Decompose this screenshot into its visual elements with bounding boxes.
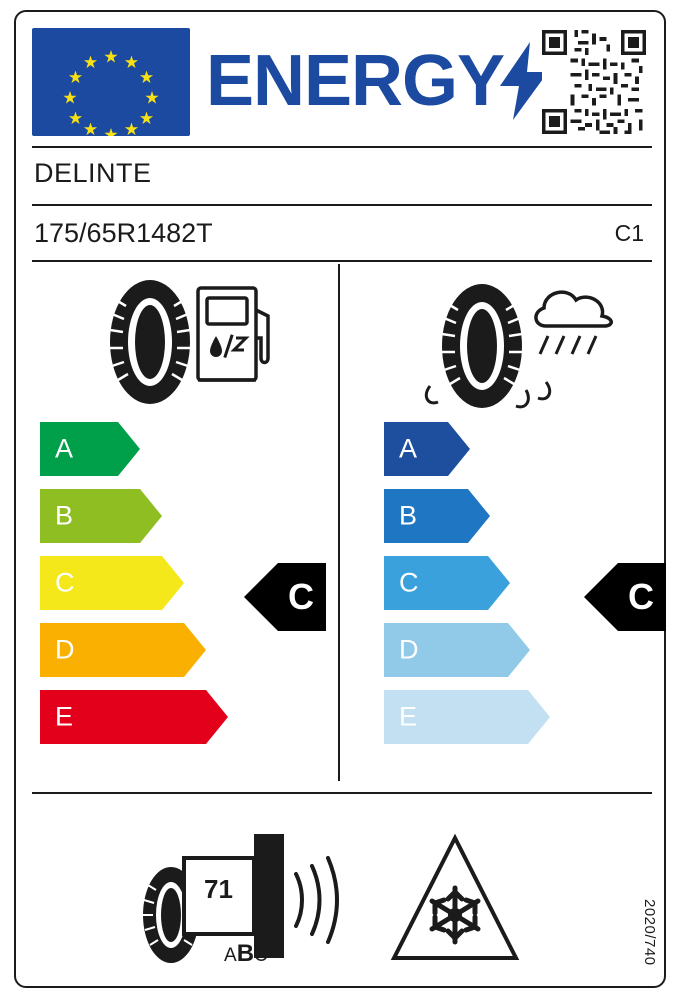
wet-rating-marker [584,563,666,631]
noise-unit: dB [254,877,281,902]
fuel-grade-letter-d: D [55,634,75,665]
noise-class-c: C [254,945,268,966]
label-date: 2020/740 [641,899,658,966]
lightning-bolt-icon [500,42,548,120]
page-title: ENERGY [206,41,505,121]
snowflake-icon [432,888,478,942]
fuel-pump-icon [198,288,268,380]
wet-grip-pictogram [420,274,620,420]
eu-flag-icon [32,28,190,136]
brand-name: DELINTE [34,158,152,188]
rain-cloud-icon [536,292,611,354]
wet-grade-letter-b: B [399,500,418,531]
eu-stars [32,28,190,136]
energy-label-card [14,10,666,988]
noise-value: 71 [204,874,233,904]
fuel-rating-marker [244,563,326,631]
bottom-section [16,802,664,988]
noise-class-a: A [224,945,237,966]
wet-rating-letter: C [628,576,654,617]
wet-grade-bar-a [384,422,470,476]
divider-above-bottom [32,792,652,794]
tyre-size: 175/65R1482T [34,218,213,248]
wet-grade-letter-e: E [399,701,418,732]
fuel-grade-letter-b: B [55,500,74,531]
wet-grade-letter-c: C [399,567,419,598]
tyre-icon [442,284,522,408]
divider-under-brand [32,204,652,206]
tyre-class: C1 [614,220,644,246]
fuel-grade-letter-e: E [55,701,74,732]
fuel-efficiency-pictogram [98,274,278,410]
noise-group [136,830,356,970]
wet-grade-letter-d: D [399,634,419,665]
sound-waves-icon [296,858,337,942]
fuel-grade-letter-a: A [55,433,74,464]
fuel-grade-letter-c: C [55,567,75,598]
fuel-drop-icon [210,334,246,358]
noise-class-b: B [236,940,255,967]
middle-vertical-divider [338,264,340,781]
noise-class-scale [224,940,268,968]
fuel-rating-letter: C [288,576,314,617]
tyre-icon [110,280,190,404]
qr-code-icon [542,30,646,134]
label-header [16,12,664,140]
divider-under-header [32,146,652,148]
wet-grade-letter-a: A [399,433,418,464]
snow-grip-pictogram [390,830,520,970]
divider-under-size [32,260,652,262]
